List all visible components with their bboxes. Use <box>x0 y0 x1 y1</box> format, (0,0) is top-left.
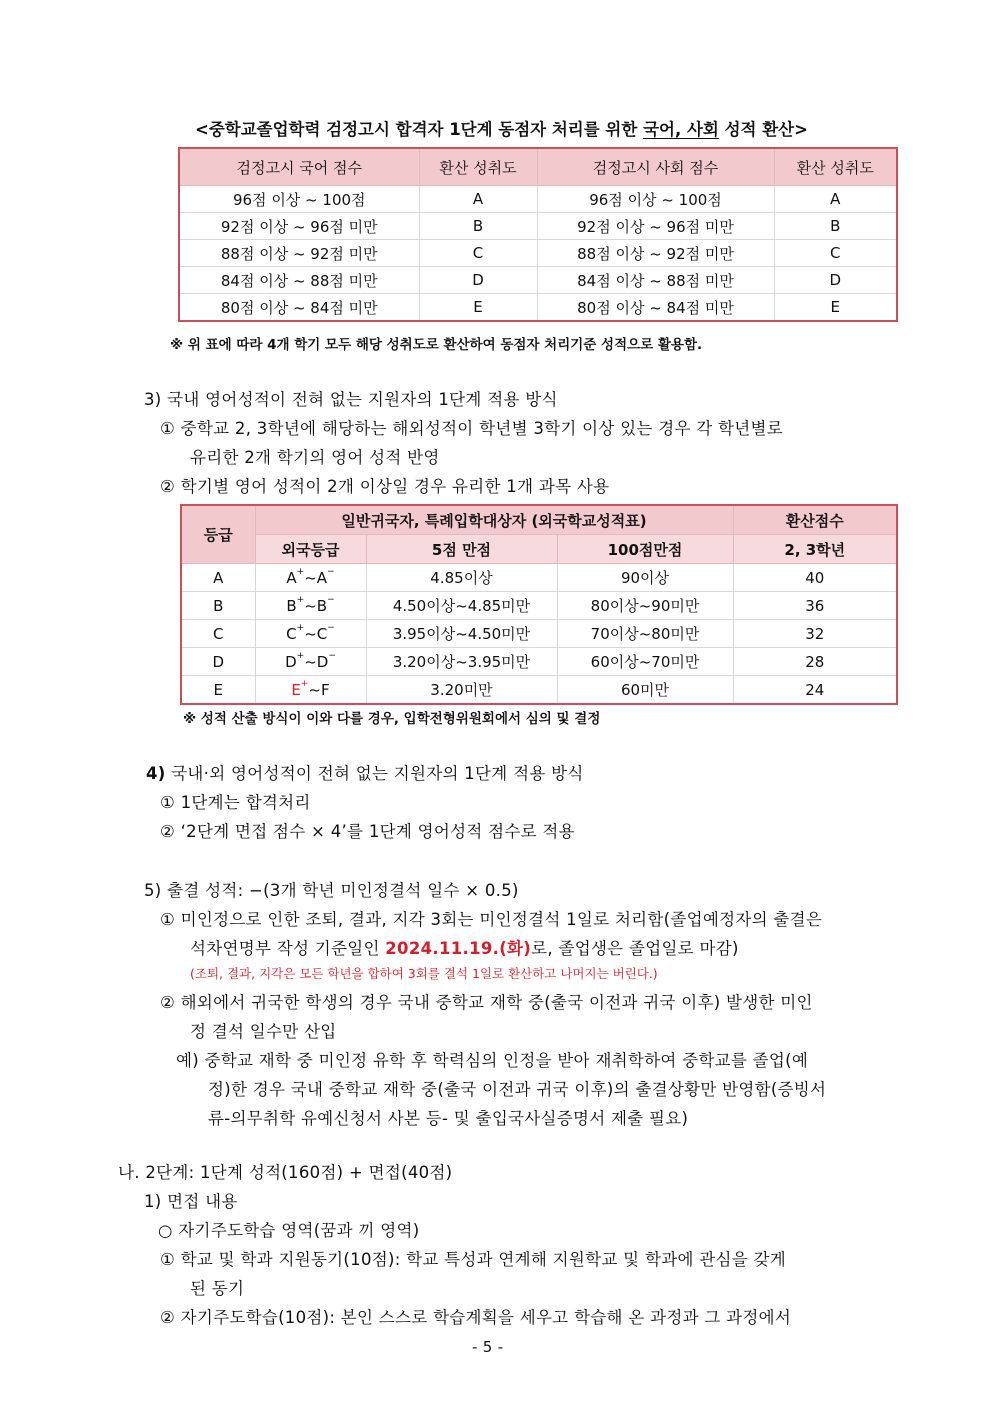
section4-item1: ① 1단계는 합격처리 <box>160 793 311 812</box>
foreign-grade-cell: C+~C− <box>255 620 366 648</box>
cell: 60이상~70미만 <box>557 648 733 676</box>
cell: E <box>774 294 897 322</box>
self-directed-area: ○ 자기주도학습 영역(꿈과 끼 영역) <box>158 1221 420 1240</box>
interview-item2: ② 자기주도학습(10점): 본인 스스로 학습계획을 세우고 학습해 온 과정과 그 과정에서 <box>160 1308 792 1327</box>
page-number: - 5 - <box>472 1338 504 1356</box>
interview-item1-line1: ① 학교 및 학과 지원동기(10점): 학교 특성과 연계해 지원학교 및 학과에 관심을 갖게 <box>160 1250 786 1269</box>
cell: B <box>419 213 537 240</box>
cell: D <box>774 267 897 294</box>
table-row <box>179 294 897 322</box>
cell: 90이상 <box>557 564 733 592</box>
cell: C <box>181 620 255 648</box>
table-header-row <box>181 505 897 535</box>
cell: 28 <box>733 648 897 676</box>
cell: 24 <box>733 676 897 705</box>
section5-item2-line1: ② 해외에서 귀국한 학생의 경우 국내 중학교 재학 중(출국 이전과 귀국 이후) 발생한 미인 <box>160 993 813 1012</box>
subheader-foreign-grade: 외국등급 <box>255 535 366 564</box>
header-social-grade: 환산 성취도 <box>774 148 897 186</box>
cell: E <box>419 294 537 322</box>
cell: 80점 이상 ~ 84점 미만 <box>179 294 419 322</box>
header-korean-grade: 환산 성취도 <box>419 148 537 186</box>
conversion-table-korean-social <box>178 147 898 322</box>
table-row <box>181 564 897 592</box>
section3-item1-line1: ① 중학교 2, 3학년에 해당하는 해외성적이 학년별 3학기 이상 있는 경우 각 학년별로 <box>160 419 783 438</box>
section4-heading: 4) 국내·외 영어성적이 전혀 없는 지원자의 1단계 적용 방식 <box>146 764 584 783</box>
cell: 96점 이상 ~ 100점 <box>537 186 774 213</box>
table-row <box>181 620 897 648</box>
table-row <box>179 213 897 240</box>
cell: 84점 이상 ~ 88점 미만 <box>179 267 419 294</box>
cell: 96점 이상 ~ 100점 <box>179 186 419 213</box>
section3-heading: 3) 국내 영어성적이 전혀 없는 지원자의 1단계 적용 방식 <box>144 390 558 409</box>
section5-item1-line2: 석차연명부 작성 기준일인 2024.11.19.(화)로, 졸업생은 졸업일로 마감) <box>190 939 739 958</box>
cell: 80이상~90미만 <box>557 592 733 620</box>
cell: 88점 이상 ~ 92점 미만 <box>537 240 774 267</box>
cell: 40 <box>733 564 897 592</box>
header-social-score: 검정고시 사회 점수 <box>537 148 774 186</box>
section5-item1-line1: ① 미인정으로 인한 조퇴, 결과, 지각 3회는 미인정결석 1일로 처리함(졸업예정자의 출결은 <box>160 910 823 929</box>
cell: 36 <box>733 592 897 620</box>
cell: C <box>774 240 897 267</box>
table-subheader-row <box>181 535 897 564</box>
cell: 92점 이상 ~ 96점 미만 <box>537 213 774 240</box>
cell: 60미만 <box>557 676 733 705</box>
foreign-grade-cell: A+~A− <box>255 564 366 592</box>
interview-item1-line2: 된 동기 <box>190 1279 245 1298</box>
header-korean-score: 검정고시 국어 점수 <box>179 148 419 186</box>
cell: D <box>181 648 255 676</box>
cell: B <box>774 213 897 240</box>
table1-title: <중학교졸업학력 검정고시 합격자 1단계 동점자 처리를 위한 국어, 사회 성적 환산> <box>195 120 808 139</box>
foreign-grade-cell: B+~B− <box>255 592 366 620</box>
table-row <box>179 240 897 267</box>
cell: 3.95이상~4.50미만 <box>366 620 557 648</box>
subheader-grades23: 2, 3학년 <box>733 535 897 564</box>
cell: 80점 이상 ~ 84점 미만 <box>537 294 774 322</box>
section3-item1-line2: 유리한 2개 학기의 영어 성적 반영 <box>190 448 440 467</box>
cell: 32 <box>733 620 897 648</box>
foreign-grade-cell: D+~D− <box>255 648 366 676</box>
table-row <box>179 186 897 213</box>
cell: D <box>419 267 537 294</box>
table-header-row <box>179 148 897 186</box>
cell: 4.85이상 <box>366 564 557 592</box>
interview-subheading: 1) 면접 내용 <box>144 1192 238 1211</box>
cell: A <box>419 186 537 213</box>
cell: 70이상~80미만 <box>557 620 733 648</box>
table1-note: ※ 위 표에 따라 4개 학기 모두 해당 성취도로 환산하여 동점자 처리기준 성적으로 활용함. <box>170 337 703 353</box>
cell: 4.50이상~4.85미만 <box>366 592 557 620</box>
subheader-100pt: 100점만점 <box>557 535 733 564</box>
cell: 3.20이상~3.95미만 <box>366 648 557 676</box>
section5-heading: 5) 출결 성적: −(3개 학년 미인정결석 일수 × 0.5) <box>144 881 519 900</box>
cell: C <box>419 240 537 267</box>
header-conversion: 환산점수 <box>733 505 897 535</box>
section5-item1-remark: (조퇴, 결과, 지각은 모든 학년을 합하여 3회를 결석 1일로 환산하고 나머지는 버린다.) <box>190 966 658 981</box>
cell: A <box>774 186 897 213</box>
table-row <box>181 648 897 676</box>
section4-item2: ② ‘2단계 면접 점수 × 4’를 1단계 영어성적 점수로 적용 <box>160 822 575 841</box>
header-group: 일반귀국자, 특례입학대상자 (외국학교성적표) <box>255 505 733 535</box>
cell: 84점 이상 ~ 88점 미만 <box>537 267 774 294</box>
stage2-heading: 나. 2단계: 1단계 성적(160점) + 면접(40점) <box>118 1163 453 1182</box>
subheader-5pt: 5점 만점 <box>366 535 557 564</box>
section5-item2-line2: 정 결석 일수만 산입 <box>190 1022 337 1041</box>
section5-example-line1: 예) 중학교 재학 중 미인정 유학 후 학력심의 인정을 받아 재취학하여 중학교를 졸업(예 <box>176 1051 809 1070</box>
cell: 88점 이상 ~ 92점 미만 <box>179 240 419 267</box>
foreign-english-conversion-table <box>180 504 898 705</box>
foreign-grade-cell: E+~F <box>255 676 366 705</box>
header-grade: 등급 <box>181 505 255 564</box>
table-row <box>181 592 897 620</box>
table-row <box>181 676 897 705</box>
cell: B <box>181 592 255 620</box>
section5-example-line2: 정)한 경우 국내 중학교 재학 중(출국 이전과 귀국 이후)의 출결상황만 반영함(증빙서 <box>208 1080 827 1099</box>
deadline-date: 2024.11.19.(화) <box>385 939 532 958</box>
cell: E <box>181 676 255 705</box>
section5-example-line3: 류-의무취학 유예신청서 사본 등- 및 출입국사실증명서 제출 필요) <box>208 1109 689 1128</box>
cell: 3.20미만 <box>366 676 557 705</box>
section3-item2: ② 학기별 영어 성적이 2개 이상일 경우 유리한 1개 과목 사용 <box>160 477 610 496</box>
table2-note: ※ 성적 산출 방식이 이와 다를 경우, 입학전형위원회에서 심의 및 결정 <box>183 711 601 727</box>
table-row <box>179 267 897 294</box>
cell: A <box>181 564 255 592</box>
cell: 92점 이상 ~ 96점 미만 <box>179 213 419 240</box>
